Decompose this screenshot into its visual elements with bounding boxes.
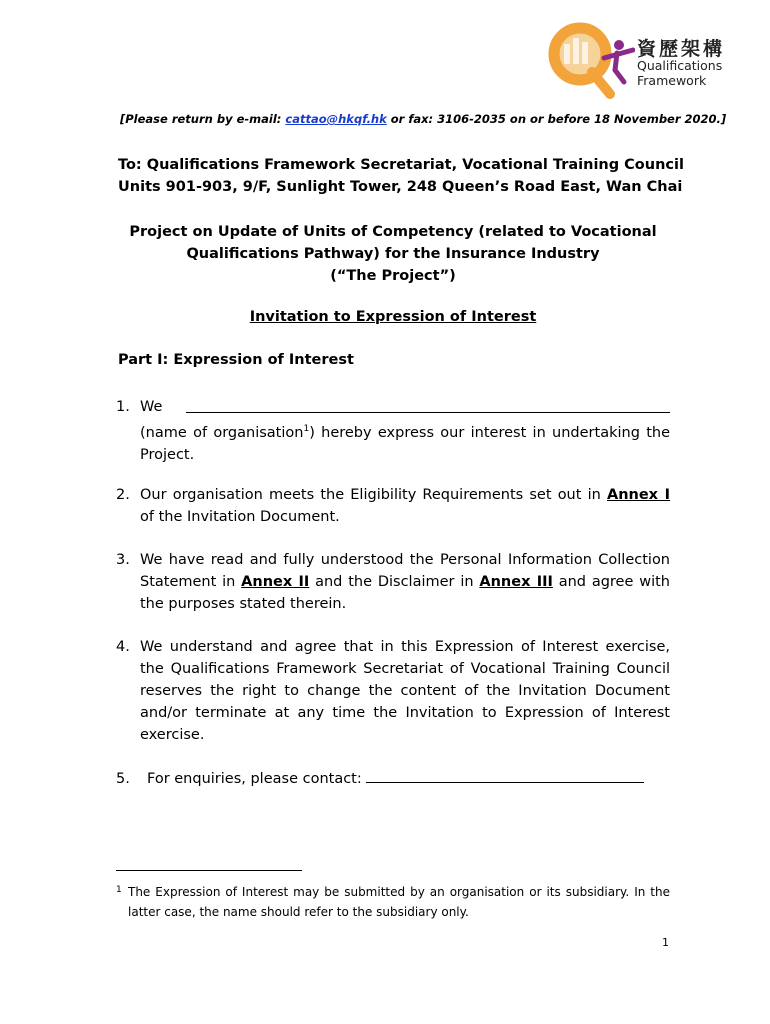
- item-text: We understand and agree that in this Expression of Interest exercise, the Qualifications Framework Secretariat of Vocational Training Council reserves the right to change the content of the Invitation Document and/or terminate at any time the Invitation to Expression of Interest exercise.: [140, 639, 670, 743]
- qf-logo-mark-icon: [540, 20, 635, 100]
- part-heading: Part I: Expression of Interest: [118, 352, 354, 368]
- item-text: We: [140, 399, 163, 415]
- item-text: of the Invitation Document.: [140, 509, 340, 525]
- project-line1: Project on Update of Units of Competency (related to Vocational: [129, 224, 657, 240]
- address-line2: Units 901-903, 9/F, Sunlight Tower, 248 Queen’s Road East, Wan Chai: [118, 179, 683, 195]
- invitation-heading: Invitation to Expression of Interest: [249, 309, 537, 325]
- footnote-mark: 1: [116, 885, 122, 895]
- annex-reference: Annex II: [241, 574, 310, 590]
- contact-field[interactable]: [366, 768, 644, 783]
- page-number: 1: [662, 936, 669, 949]
- list-item-1: [116, 396, 670, 466]
- address-block: [118, 154, 684, 198]
- logo-chinese-text: 資歷架構: [637, 38, 726, 60]
- logo-english-line2: Framework: [637, 73, 707, 88]
- item-number: 4.: [116, 639, 130, 655]
- note-text-before: [Please return by e-mail:: [120, 112, 286, 126]
- organisation-name-field[interactable]: [186, 396, 670, 413]
- item-number: 3.: [116, 552, 130, 568]
- project-title: [118, 221, 668, 287]
- footnote-divider: [116, 870, 302, 871]
- qf-logo: [540, 20, 730, 100]
- item-text: (name of organisation: [140, 424, 304, 441]
- list-item-3: [116, 549, 670, 615]
- item-number: 5.: [116, 771, 130, 787]
- item-text: and the Disclaimer in: [309, 574, 480, 590]
- list-item-4: [116, 636, 670, 746]
- item-text: ) hereby express our interest in undertaking the Project.: [140, 424, 671, 463]
- list-item-5: [116, 768, 670, 790]
- item-number: 2.: [116, 487, 130, 503]
- return-note: [120, 112, 727, 126]
- project-line2: Qualifications Pathway) for the Insurance Industry: [186, 246, 600, 262]
- footnote-text: The Expression of Interest may be submitted by an organisation or its subsidiary. In the latter case, the name should refer to the subsidiary only.: [128, 885, 670, 919]
- address-line1: To: Qualifications Framework Secretariat, Vocational Training Council: [118, 157, 684, 173]
- item-text: Our organisation meets the Eligibility Requirements set out in: [140, 487, 607, 503]
- list-item-2: [116, 484, 670, 528]
- item-text: For enquiries, please contact:: [147, 771, 367, 787]
- item-text: We have read and fully understood the Personal Information Collection Statement in: [140, 552, 670, 590]
- annex-reference: Annex III: [479, 574, 553, 590]
- project-line3: (“The Project”): [330, 268, 456, 284]
- annex-reference: Annex I: [606, 487, 671, 503]
- email-link[interactable]: cattao@hkqf.hk: [285, 112, 387, 126]
- note-text-after: or fax: 3106-2035 on or before 18 November 2020.]: [386, 112, 727, 126]
- footnote-ref: 1: [303, 424, 310, 434]
- logo-english-line1: Qualifications: [637, 58, 723, 73]
- item-number: 1.: [116, 399, 130, 415]
- footnote: [116, 882, 670, 922]
- item-text: and agree with the purposes stated therein.: [140, 574, 670, 612]
